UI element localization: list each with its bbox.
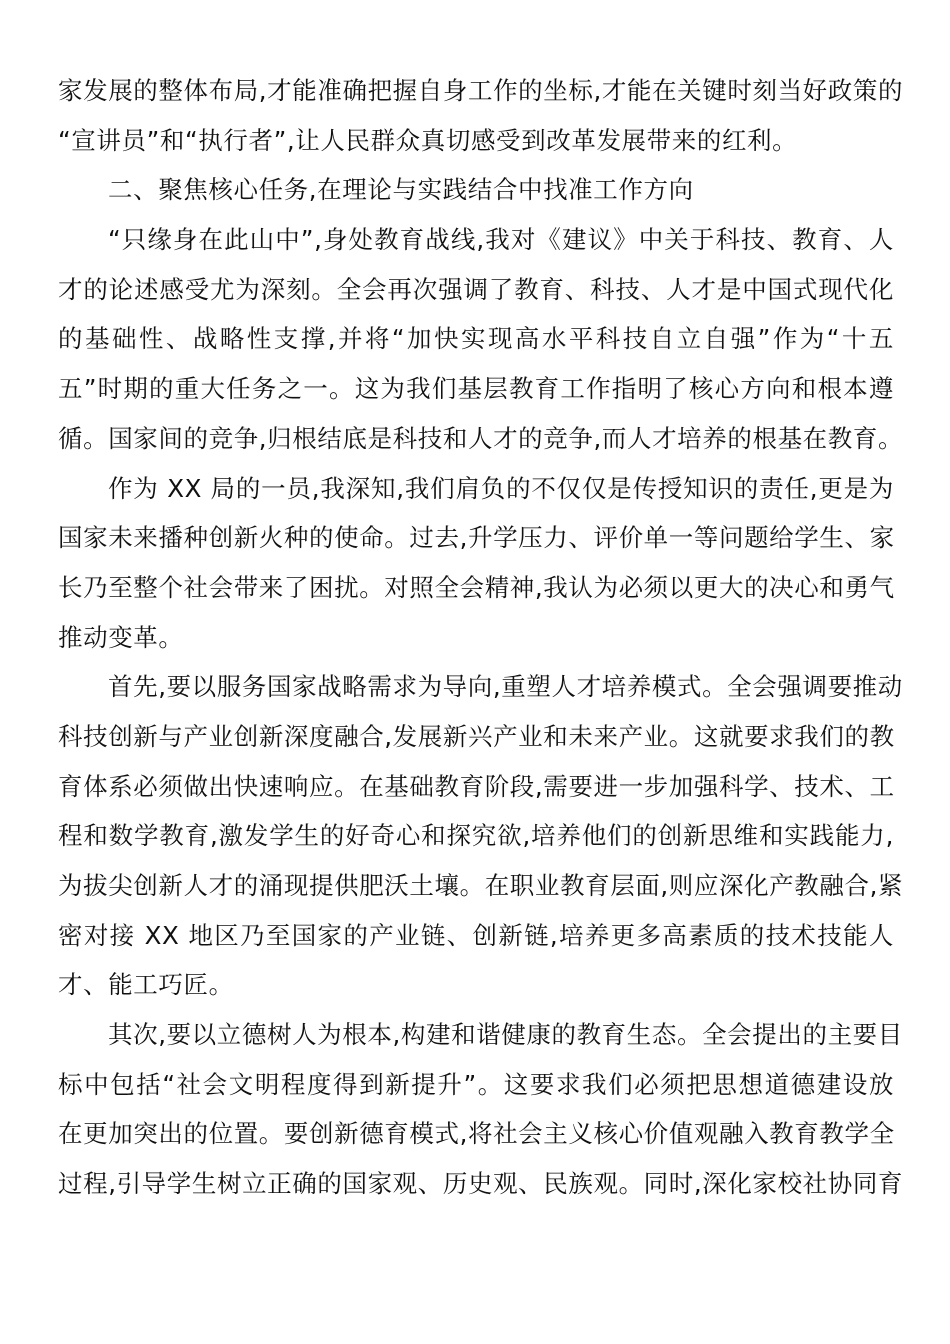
text-line: 五”时期的重大任务之一。这为我们基层教育工作指明了核心方向和根本遵 (58, 374, 894, 404)
text-line: 才的论述感受尤为深刻。全会再次强调了教育、科技、人才是中国式现代化 (58, 274, 894, 304)
text-line: 的基础性、战略性支撑,并将“加快实现高水平科技自立自强”作为“十五 (58, 324, 894, 354)
text-line: 育体系必须做出快速响应。在基础教育阶段,需要进一步加强科学、技术、工 (58, 771, 895, 801)
text-line: 密对接 XX 地区乃至国家的产业链、创新链,培养更多高素质的技术技能人 (58, 920, 894, 950)
text-line: 推动变革。 (58, 622, 184, 652)
text-line: “只缘身在此山中”,身处教育战线,我对《建议》中关于科技、教育、人 (108, 225, 894, 255)
document-page (58, 66, 904, 1209)
text-line: 首先,要以服务国家战略需求为导向,重塑人才培养模式。全会强调要推动 (108, 672, 903, 702)
text-line: 在更加突出的位置。要创新德育模式,将社会主义核心价值观融入教育教学全 (58, 1119, 895, 1149)
text-line: 家发展的整体布局,才能准确把握自身工作的坐标,才能在关键时刻当好政策的 (58, 76, 904, 105)
text-line: “宣讲员”和“执行者”,让人民群众真切感受到改革发展带来的红利。 (58, 125, 798, 155)
text-line: 国家未来播种创新火种的使命。过去,升学压力、评价单一等问题给学生、家 (58, 523, 895, 553)
section-heading: 二、聚焦核心任务,在理论与实践结合中找准工作方向 (108, 175, 694, 205)
text-line: 为拔尖创新人才的涌现提供肥沃土壤。在职业教育层面,则应深化产教融合,紧 (58, 871, 904, 900)
text-line: 其次,要以立德树人为根本,构建和谐健康的教育生态。全会提出的主要目 (108, 1020, 903, 1050)
text-line: 标中包括“社会文明程度得到新提升”。这要求我们必须把思想道德建设放 (58, 1069, 894, 1099)
text-line: 循。国家间的竞争,归根结底是科技和人才的竞争,而人才培养的根基在教育。 (58, 423, 904, 453)
text-line: 科技创新与产业创新深度融合,发展新兴产业和未来产业。这就要求我们的教 (58, 721, 895, 751)
text-line: 才、能工巧匠。 (58, 970, 234, 1000)
text-line: 作为 XX 局的一员,我深知,我们肩负的不仅仅是传授知识的责任,更是为 (108, 473, 894, 503)
text-line: 过程,引导学生树立正确的国家观、历史观、民族观。同时,深化家校社协同育 (58, 1169, 904, 1199)
text-line: 长乃至整个社会带来了困扰。对照全会精神,我认为必须以更大的决心和勇气 (58, 572, 895, 602)
text-line: 程和数学教育,激发学生的好奇心和探究欲,培养他们的创新思维和实践能力, (58, 821, 894, 851)
